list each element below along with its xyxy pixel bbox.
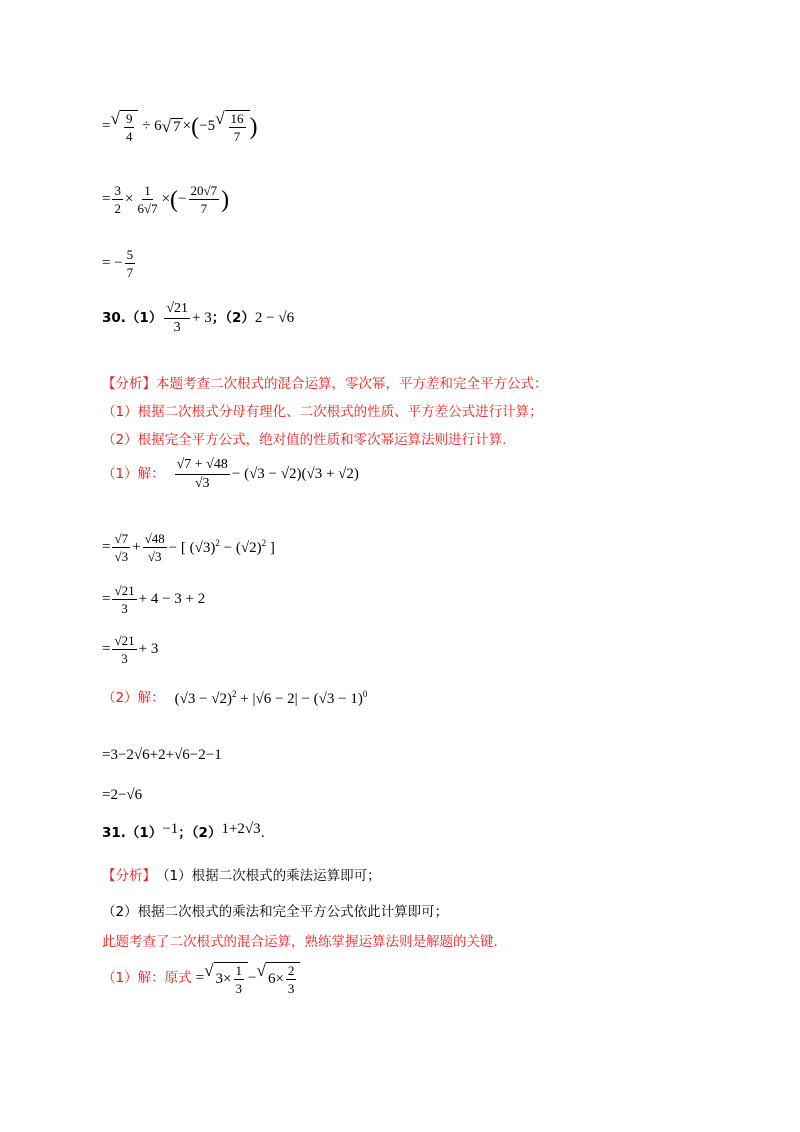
q30-answer-line: 30. （1） $\frac{√21}{3}$ + 3 ；（2） 2 − √6: [102, 301, 295, 335]
q30-analysis-2: （2）根据完全平方公式，绝对值的性质和零次幂运算法则进行计算.: [102, 432, 507, 448]
q31-analysis: 【分析】 （1）根据二次根式的乘法运算即可；: [102, 868, 381, 884]
q30-answer-2: 2 − √6: [254, 310, 295, 326]
q30-analysis-1: （1）根据二次根式分母有理化、二次根式的性质、平方差公式进行计算；: [102, 404, 543, 420]
q30-step-e: =2−√6: [102, 787, 143, 803]
q31-number: 31.: [102, 824, 126, 841]
step-line-2: = $\frac{3}{2}$ × $\frac{1}{6√7}$ × ( − $\frac{20√7}{7}$ ): [102, 183, 230, 216]
step-line-1: = √ $\frac{9}{4}$ ÷ 6 √ 7 × ( −5 √ $\frac{16}{7}$ ): [102, 109, 258, 144]
q30-step-d: =3−2√6+2+√6−2−1: [102, 747, 222, 763]
q30-step-c: = $\frac{√21}{3}$ + 3: [102, 633, 159, 666]
q30-step-b: = $\frac{√21}{3}$ + 4 − 3 + 2: [102, 583, 206, 616]
q30-solution-1: （1）解： $\frac{√7 + √48}{√3}$ − (√3 − √2)(√3 + √2): [102, 457, 359, 491]
q30-step-a: = $\frac{√7}{√3}$ + $\frac{√48}{√3}$ − [ $(√3)^2 - (√2)^2$ ]: [102, 531, 275, 564]
q31-solution-1: （1）解：原式 = √ 3× $\frac{1}{3}$ − √ 6× $\frac{2}{3}$: [102, 962, 300, 995]
q30-analysis: 【分析】本题考查二次根式的混合运算，零次幂，平方差和完全平方公式：: [102, 376, 548, 392]
q30-number: 30.: [102, 309, 126, 326]
q31-analysis-3: 此题考查了二次根式的混合运算，熟练掌握运算法则是解题的关键.: [102, 934, 498, 950]
q31-answer-line: 31. （1） −1 ；（2） 1+2√3 .: [102, 821, 265, 841]
q30-solution-2: （2）解： $(√3 - √2)^2 + |√6 - 2| - (√3 - 1)^0$: [102, 689, 368, 707]
step-line-3: = − $\frac{5}{7}$: [102, 247, 134, 280]
q31-analysis-2: （2）根据二次根式的乘法和完全平方公式依此计算即可；: [102, 904, 449, 920]
